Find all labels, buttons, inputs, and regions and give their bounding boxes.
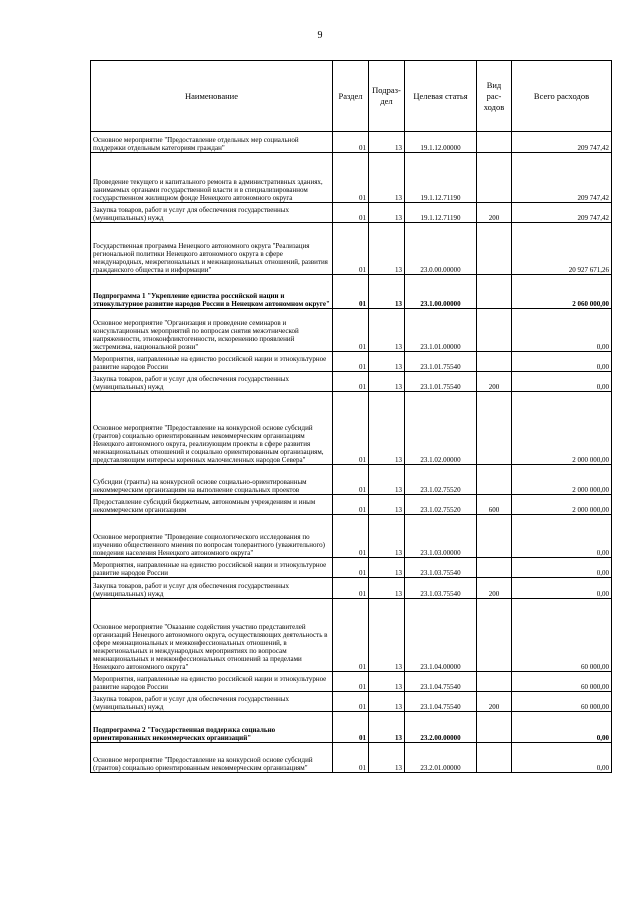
table-row	[91, 153, 612, 203]
cell-vsego: 0,00	[512, 558, 612, 578]
cell-tselevaya: 19.1.12.00000	[405, 132, 477, 153]
cell-razdel: 01	[333, 223, 369, 275]
cell-vsego: 0,00	[512, 515, 612, 558]
cell-name: Основное мероприятие "Предоставление на конкурсной основе субсидий (грантов) социально ориентированным некоммерческим организациям"	[91, 743, 333, 773]
cell-name: Основное мероприятие "Проведение социологического исследования по изучению общественного мнения по вопросам толерантного (уважительного) поведения населения Ненецкого автономного округа"	[91, 515, 333, 558]
cell-vid	[477, 712, 512, 743]
cell-razdel: 01	[333, 153, 369, 203]
table-header-row	[91, 61, 612, 132]
cell-podrazdel: 13	[369, 309, 405, 352]
cell-name: Государственная программа Ненецкого автономного округа "Реализация региональной политики Ненецкого автономного округа в сфере международных, межрегиональных и межнациональных отношений, развития гражданского общества и информации"	[91, 223, 333, 275]
cell-vid: 200	[477, 203, 512, 223]
cell-vid	[477, 309, 512, 352]
cell-razdel: 01	[333, 203, 369, 223]
cell-vsego: 2 000 000,00	[512, 392, 612, 465]
cell-vsego: 2 000 000,00	[512, 495, 612, 515]
cell-tselevaya: 23.1.04.00000	[405, 599, 477, 672]
table-row	[91, 372, 612, 392]
table-row	[91, 672, 612, 692]
cell-podrazdel: 13	[369, 692, 405, 712]
cell-tselevaya: 23.1.04.75540	[405, 692, 477, 712]
cell-vsego: 2 060 000,00	[512, 275, 612, 309]
header-razdel: Раздел	[333, 61, 369, 132]
cell-vid: 200	[477, 578, 512, 599]
table-row	[91, 223, 612, 275]
cell-name: Закупка товаров, работ и услуг для обеспечения государственных (муниципальных) нужд	[91, 692, 333, 712]
cell-podrazdel: 13	[369, 275, 405, 309]
cell-razdel: 01	[333, 275, 369, 309]
cell-vsego: 209 747,42	[512, 153, 612, 203]
cell-vid	[477, 558, 512, 578]
cell-name: Основное мероприятие "Предоставление на конкурсной основе субсидий (грантов) социально ориентированным некоммерческим организациям Ненецкого автономного округа, реализующим проекты в сфере развития межнациональных отношений и социально ориентированным организациям, представляющим интересы коренных малочисленных народов Севера"	[91, 392, 333, 465]
cell-tselevaya: 23.0.00.00000	[405, 223, 477, 275]
cell-name: Мероприятия, направленные на единство российской нации и этнокультурное развитие народов России	[91, 352, 333, 372]
cell-tselevaya: 23.1.01.00000	[405, 309, 477, 352]
cell-name: Предоставление субсидий бюджетным, автономным учреждениям и иным некоммерческим организациям	[91, 495, 333, 515]
table-row	[91, 558, 612, 578]
cell-name: Проведение текущего и капитального ремонта в административных зданиях, занимаемых органами государственной власти и в специализированном государственном жилищном фонде Ненецкого автономного округа	[91, 153, 333, 203]
cell-razdel: 01	[333, 495, 369, 515]
cell-vid	[477, 465, 512, 495]
cell-podrazdel: 13	[369, 515, 405, 558]
cell-vid	[477, 599, 512, 672]
cell-razdel: 01	[333, 465, 369, 495]
cell-vid	[477, 743, 512, 773]
cell-razdel: 01	[333, 599, 369, 672]
cell-tselevaya: 23.1.02.00000	[405, 392, 477, 465]
cell-podrazdel: 13	[369, 132, 405, 153]
header-vid: Вид рас-ходов	[477, 61, 512, 132]
table-row	[91, 692, 612, 712]
cell-name: Основное мероприятие "Предоставление отдельных мер социальной поддержки отдельным категориям граждан"	[91, 132, 333, 153]
cell-vsego: 0,00	[512, 372, 612, 392]
cell-tselevaya: 23.1.00.00000	[405, 275, 477, 309]
cell-vid	[477, 515, 512, 558]
cell-tselevaya: 23.1.04.75540	[405, 672, 477, 692]
table-row	[91, 275, 612, 309]
cell-vsego: 60 000,00	[512, 692, 612, 712]
table-row	[91, 465, 612, 495]
cell-name: Подпрограмма 2 "Государственная поддержка социально ориентированных некоммерческих организаций"	[91, 712, 333, 743]
cell-podrazdel: 13	[369, 203, 405, 223]
cell-vsego: 209 747,42	[512, 203, 612, 223]
cell-tselevaya: 23.1.01.75540	[405, 372, 477, 392]
cell-razdel: 01	[333, 352, 369, 372]
cell-razdel: 01	[333, 578, 369, 599]
cell-podrazdel: 13	[369, 495, 405, 515]
table-row	[91, 352, 612, 372]
table-row	[91, 132, 612, 153]
cell-tselevaya: 23.1.02.75520	[405, 465, 477, 495]
cell-podrazdel: 13	[369, 558, 405, 578]
cell-podrazdel: 13	[369, 352, 405, 372]
cell-vsego: 60 000,00	[512, 599, 612, 672]
cell-podrazdel: 13	[369, 672, 405, 692]
cell-podrazdel: 13	[369, 465, 405, 495]
table-row	[91, 392, 612, 465]
cell-podrazdel: 13	[369, 578, 405, 599]
cell-tselevaya: 23.1.03.75540	[405, 578, 477, 599]
cell-razdel: 01	[333, 692, 369, 712]
table-body	[91, 132, 612, 773]
table-row	[91, 309, 612, 352]
cell-vsego: 2 000 000,00	[512, 465, 612, 495]
cell-podrazdel: 13	[369, 153, 405, 203]
cell-razdel: 01	[333, 515, 369, 558]
cell-podrazdel: 13	[369, 599, 405, 672]
cell-vsego: 0,00	[512, 712, 612, 743]
cell-vid	[477, 672, 512, 692]
cell-razdel: 01	[333, 712, 369, 743]
cell-podrazdel: 13	[369, 712, 405, 743]
cell-vsego: 0,00	[512, 309, 612, 352]
cell-vsego: 60 000,00	[512, 672, 612, 692]
page-number: 9	[317, 30, 323, 41]
cell-vid	[477, 153, 512, 203]
cell-vid	[477, 132, 512, 153]
cell-tselevaya: 19.1.12.71190	[405, 153, 477, 203]
cell-vsego: 20 927 671,26	[512, 223, 612, 275]
cell-razdel: 01	[333, 743, 369, 773]
table-row	[91, 712, 612, 743]
cell-vid	[477, 223, 512, 275]
cell-vid	[477, 352, 512, 372]
cell-vid	[477, 392, 512, 465]
table-row	[91, 599, 612, 672]
table-row	[91, 578, 612, 599]
cell-tselevaya: 19.1.12.71190	[405, 203, 477, 223]
header-podrazdel: Подраз-дел	[369, 61, 405, 132]
cell-tselevaya: 23.2.00.00000	[405, 712, 477, 743]
budget-table	[90, 60, 612, 773]
table-row	[91, 743, 612, 773]
cell-name: Мероприятия, направленные на единство российской нации и этнокультурное развитие народов России	[91, 672, 333, 692]
cell-name: Закупка товаров, работ и услуг для обеспечения государственных (муниципальных) нужд	[91, 203, 333, 223]
cell-tselevaya: 23.2.01.00000	[405, 743, 477, 773]
cell-tselevaya: 23.1.01.75540	[405, 352, 477, 372]
cell-podrazdel: 13	[369, 743, 405, 773]
cell-name: Закупка товаров, работ и услуг для обеспечения государственных (муниципальных) нужд	[91, 372, 333, 392]
cell-vsego: 209 747,42	[512, 132, 612, 153]
cell-vid	[477, 275, 512, 309]
cell-tselevaya: 23.1.03.75540	[405, 558, 477, 578]
table-row	[91, 495, 612, 515]
cell-razdel: 01	[333, 132, 369, 153]
table-row	[91, 515, 612, 558]
cell-razdel: 01	[333, 309, 369, 352]
cell-tselevaya: 23.1.03.00000	[405, 515, 477, 558]
cell-name: Подпрограмма 1 "Укрепление единства российской нации и этнокультурное развитие народов России в Ненецком автономном округе"	[91, 275, 333, 309]
cell-razdel: 01	[333, 392, 369, 465]
cell-name: Основное мероприятие "Оказание содействия участию представителей организаций Ненецкого автономного округа, осуществляющих деятельность в сфере межнациональных и межконфессиональных отношений, в межрегиональных и международных мероприятиях по вопросам межнациональных и межконфессиональных отношений за пределами Ненецкого автономного округа"	[91, 599, 333, 672]
cell-tselevaya: 23.1.02.75520	[405, 495, 477, 515]
cell-podrazdel: 13	[369, 392, 405, 465]
cell-podrazdel: 13	[369, 372, 405, 392]
cell-vid: 200	[477, 692, 512, 712]
cell-podrazdel: 13	[369, 223, 405, 275]
cell-name: Основное мероприятие "Организация и проведение семинаров и консультационных мероприятий по вопросам снятия межэтнической напряженности, этноконфликтогенности, искоренению проявлений экстремизма, национальной розни"	[91, 309, 333, 352]
cell-vid: 600	[477, 495, 512, 515]
cell-vsego: 0,00	[512, 352, 612, 372]
cell-name: Мероприятия, направленные на единство российской нации и этнокультурное развитие народов России	[91, 558, 333, 578]
header-tselevaya: Целевая статья	[405, 61, 477, 132]
cell-name: Закупка товаров, работ и услуг для обеспечения государственных (муниципальных) нужд	[91, 578, 333, 599]
header-name: Наименование	[91, 61, 333, 132]
header-vsego: Всего расходов	[512, 61, 612, 132]
cell-razdel: 01	[333, 372, 369, 392]
table-row	[91, 203, 612, 223]
cell-razdel: 01	[333, 672, 369, 692]
cell-razdel: 01	[333, 558, 369, 578]
cell-vsego: 0,00	[512, 578, 612, 599]
cell-vid: 200	[477, 372, 512, 392]
cell-vsego: 0,00	[512, 743, 612, 773]
cell-name: Субсидии (гранты) на конкурсной основе социально-ориентированным некоммерческим организациям на выполнение социальных проектов	[91, 465, 333, 495]
